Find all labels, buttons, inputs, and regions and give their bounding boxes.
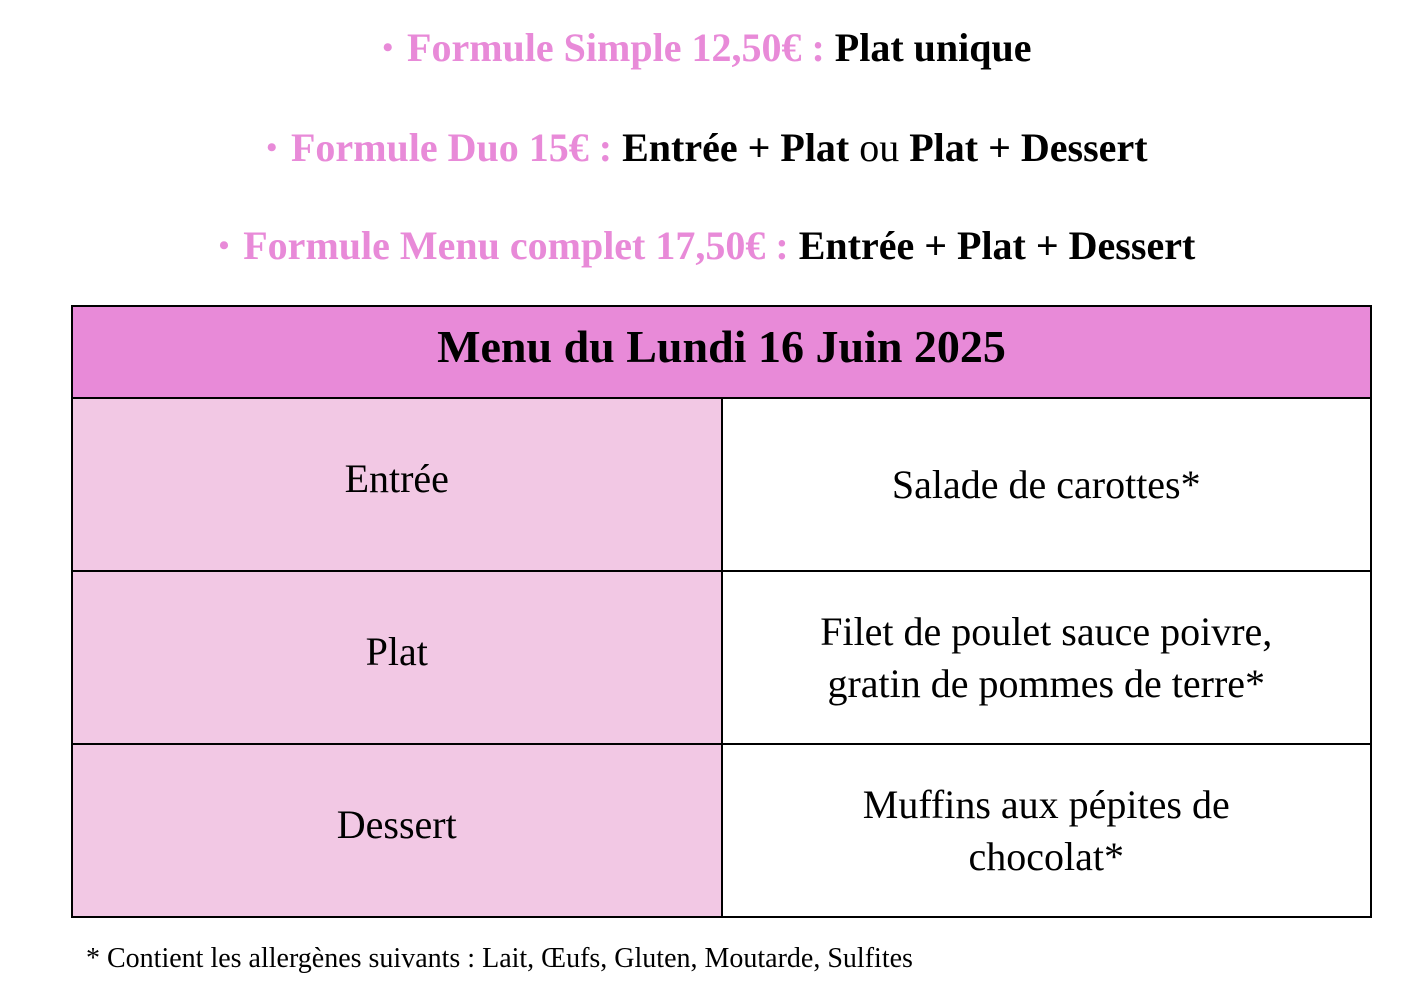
menu-row-dessert	[72, 744, 1371, 917]
formula-content: Plat + Dessert	[909, 125, 1148, 170]
formula-content: Entrée + Plat + Dessert	[798, 223, 1196, 268]
formula-name: Formule Menu complet 17,50€ :	[243, 223, 789, 268]
formula-simple	[0, 24, 1414, 72]
menu-row-entree	[72, 398, 1371, 571]
formula-name: Formule Simple 12,50€ :	[407, 25, 825, 70]
menu-row-plat	[72, 571, 1371, 744]
bullet-icon: •	[266, 131, 277, 164]
allergen-footnote: * Contient les allergènes suivants : Lait, Œufs, Gluten, Moutarde, Sulfites	[86, 943, 913, 974]
formula-content: Entrée + Plat	[622, 125, 850, 170]
course-label	[72, 744, 722, 917]
menu-table	[71, 305, 1372, 918]
formula-name: Formule Duo 15€ :	[291, 125, 613, 170]
formula-content: Plat unique	[834, 25, 1032, 70]
dish-cell	[722, 398, 1372, 571]
bullet-icon: •	[382, 31, 394, 64]
course-label-text: Dessert	[336, 802, 457, 847]
course-label-text: Entrée	[344, 456, 449, 501]
course-label	[72, 398, 722, 571]
formula-duo	[0, 124, 1414, 172]
bullet-icon: •	[218, 229, 230, 262]
dish-text: Salade de carottes*	[891, 461, 1201, 507]
dish-cell	[722, 571, 1372, 744]
formula-menu-complet	[0, 222, 1414, 270]
dish-text: Filet de poulet sauce poivre, gratin de pommes de terre*	[820, 608, 1273, 706]
course-label-text: Plat	[365, 629, 428, 674]
menu-title	[72, 306, 1371, 398]
course-label	[72, 571, 722, 744]
menu-title-text: Menu du Lundi 16 Juin 2025	[437, 320, 1006, 372]
formula-connector: ou	[859, 125, 900, 170]
dish-text: Muffins aux pépites de chocolat*	[862, 781, 1230, 879]
dish-cell	[722, 744, 1372, 917]
